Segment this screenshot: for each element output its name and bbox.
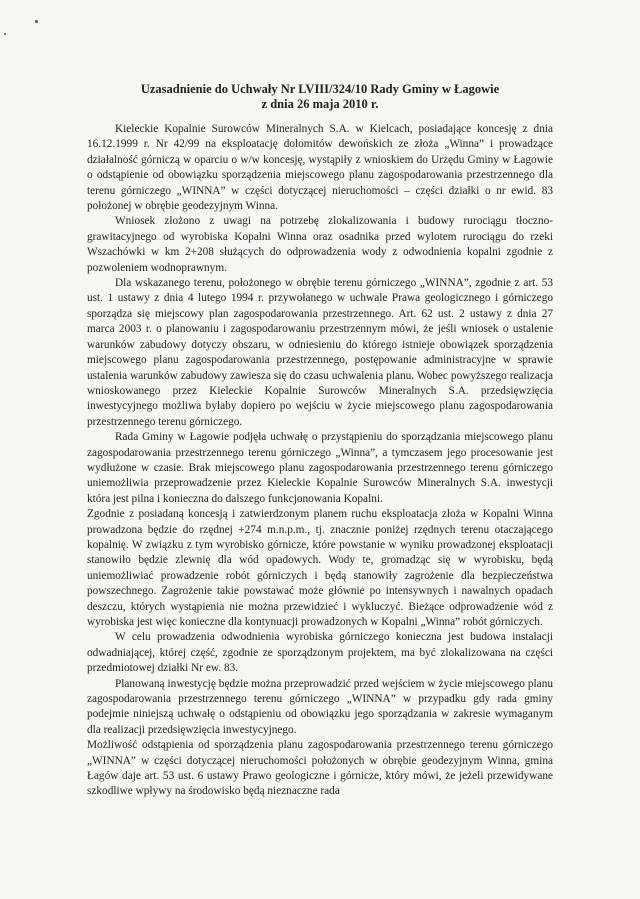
paragraph: Planowaną inwestycję będzie można przeprowadzić przed wejściem w życie miejscowego planu zagospodarowania przestrzennego terenu górniczego „WINNA” w przypadku gdy rada gminy podejmie niniejszą uchwałę o odstąpieniu od obowiązku jego sporządzania w zakresie wymaganym dla realizacji przedsięwzięcia inwestycyjnego. [87,677,553,736]
paragraph: Kieleckie Kopalnie Surowców Mineralnych S.A. w Kielcach, posiadające koncesję z dnia 16.12.1999 r. Nr 42/99 na eksploatację dolomitów dewońskich ze złoża „Winna” i prowadzące działalność górniczą w oparciu o w/w koncesję, wystąpiły z wnioskiem do Urzędu Gminy w Łagowie o odstąpienie od obowiązku sporządzenia miejscowego planu zagospodarowania przestrzennego dla terenu górniczego „WINNA” w części dotyczącej nieruchomości – części działki o nr ewid. 83 położonej w obrębie geodezyjnym Winna. [87,123,553,213]
document-body [87,122,553,800]
paragraph: W celu prowadzenia odwodnienia wyrobiska górniczego konieczna jest budowa instalacji odwadniającej, której część, zgodnie ze sporządzonym projektem, ma być zlokalizowana na części przedmiotowej działki Nr ew. 83. [87,631,553,675]
paragraph: Zgodnie z posiadaną koncesją i zatwierdzonym planem ruchu eksploatacja złoża w Kopalni Winna prowadzona będzie do rzędnej +274 m.n.p.m., tj. znacznie poniżej rzędnych terenu otaczającego kopalnię. W związku z tym wyrobisko górnicze, które powstanie w wyniku prowadzonej eksploatacji stanowiło będzie zlewnię dla wód opadowych. Wody te, gromadząc się w wyrobisku, będą uniemożliwiać prowadzenie robót górniczych i będą stanowiły zagrożenie dla bezpieczeństwa powszechnego. Zagrożenie takie powstawać może głównie po intensywnych i nawalnych opadach deszczu, których wystąpienia nie można przewidzieć i wykluczyć. Bieżące odprowadzenie wód z wyrobiska jest więc konieczne dla kontynuacji prowadzonych w Kopalni „Winna” robót górniczych. [87,508,553,628]
paragraph: Dla wskazanego terenu, położonego w obrębie terenu górniczego „WINNA”, zgodnie z art. 53 ust. 1 ustawy z dnia 4 lutego 1994 r. przywołanego w uchwale Prawa geologicznego i górniczego sporządza się miejscowy plan zagospodarowania przestrzennego. Art. 62 ust. 2 ustawy z dnia 27 marca 2003 r. o planowaniu i zagospodarowaniu przestrzennym mówi, że jeśli wniosek o ustalenie warunków zabudowy dotyczy obszaru, w odniesieniu do którego istnieje obowiązek sporządzenia miejscowego planu zagospodarowania przestrzennego, postępowanie administracyjne w sprawie ustalenia warunków zabudowy zawiesza się do czasu uchwalenia planu. Wobec powyższego realizacja wnioskowanego przez Kieleckie Kopalnie Surowców Mineralnych S.A. przedsięwzięcia inwestycyjnego możliwa byłaby dopiero po wejściu w życie miejscowego planu zagospodarowania przestrzennego terenu górniczego. [87,277,553,428]
paragraph: Rada Gminy w Łagowie podjęła uchwałę o przystąpieniu do sporządzania miejscowego planu zagospodarowania przestrzennego terenu górniczego „Winna”, a tymczasem jego procesowanie jest wydłużone w czasie. Brak miejscowego planu zagospodarowania przestrzennego terenu górniczego uniemożliwia przeprowadzenie przez Kieleckie Kopalnie Surowców Mineralnych S.A. inwestycji która jest pilna i konieczna do dalszego funkcjonowania Kopalni. [87,431,553,505]
scan-speck [35,20,38,23]
scan-speck [4,33,6,35]
document-title-line-2: z dnia 26 maja 2010 r. [261,97,379,111]
document-title-line-1: Uzasadnienie do Uchwały Nr LVIII/324/10 Rady Gminy w Łagowie [140,82,500,96]
paragraph: Wniosek złożono z uwagi na potrzebę zlokalizowania i budowy rurociągu tłoczno-grawitacyjnego od wyrobiska Kopalni Winna oraz osadnika przed wylotem rurociągu do rzeki Wszachówki w km 2+208 służących do odprowadzenia wody z odwodnienia kopalni zgodnie z pozwoleniem wodnoprawnym. [87,215,553,274]
paragraph: Możliwość odstąpienia od sporządzenia planu zagospodarowania przestrzennego terenu górniczego „WINNA” w części dotyczącej nieruchomości położonych w obrębie geodezyjnym Winna, gmina Łagów daje art. 53 ust. 6 ustawy Prawo geologiczne i górnicze, który mówi, że jeżeli przewidywane szkodliwe wpływy na środowisko będą nieznaczne rada [87,739,553,798]
